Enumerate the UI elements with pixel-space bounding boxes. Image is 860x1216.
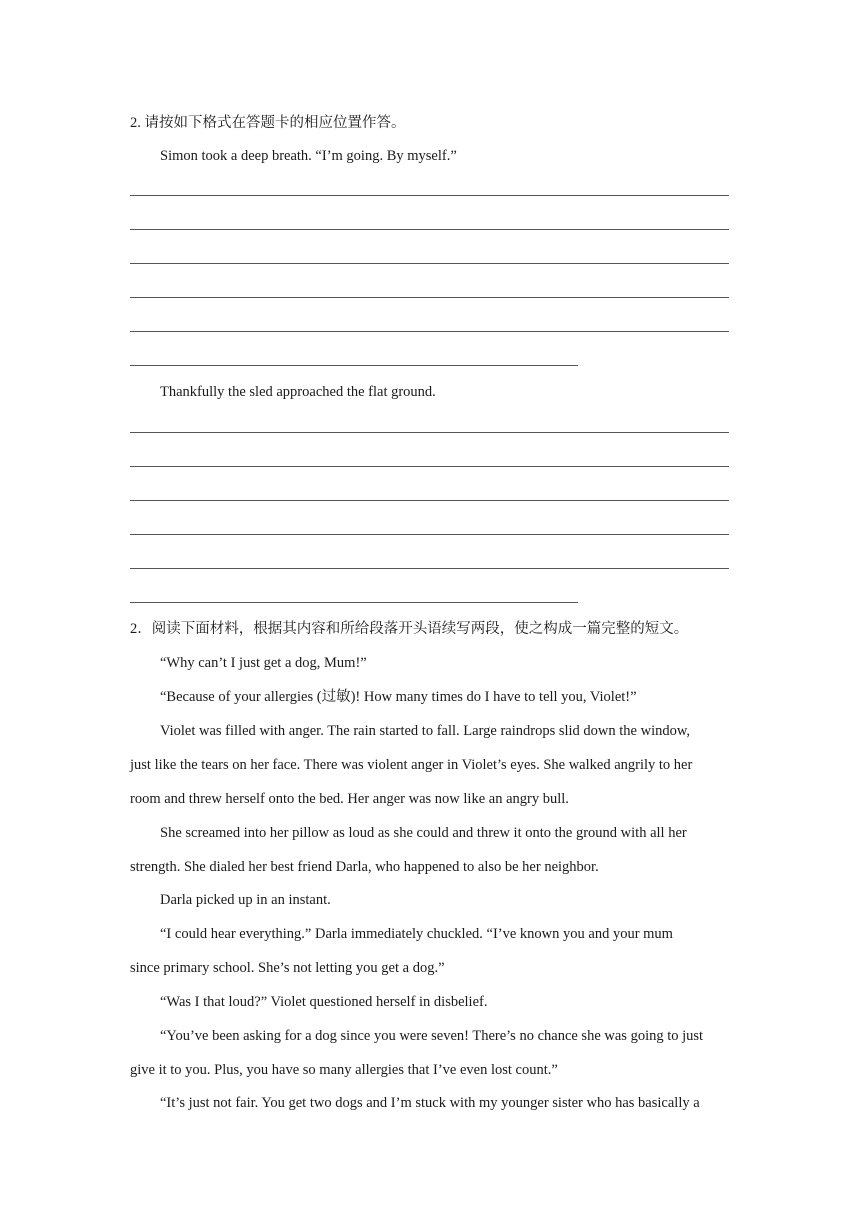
answer-line[interactable]	[130, 331, 729, 332]
answer-line[interactable]	[130, 195, 729, 196]
answer-line[interactable]	[130, 534, 729, 535]
answer-line[interactable]	[130, 229, 729, 230]
story-line: “Why can’t I just get a dog, Mum!”	[160, 655, 367, 671]
question-heading-1: 2. 请按如下格式在答题卡的相应位置作答。	[130, 115, 406, 131]
story-line: “You’ve been asking for a dog since you were seven! There’s no chance she was going to just	[160, 1028, 704, 1044]
answer-line[interactable]	[130, 568, 729, 569]
answer-line[interactable]	[130, 263, 729, 264]
paragraph-prompt-1: Simon took a deep breath. “I’m going. By myself.”	[160, 148, 457, 164]
paragraph-prompt-2: Thankfully the sled approached the flat ground.	[160, 384, 436, 400]
story-line: strength. She dialed her best friend Darla, who happened to also be her neighbor.	[130, 859, 599, 875]
answer-line[interactable]	[130, 602, 578, 603]
story-line: Darla picked up in an instant.	[160, 892, 331, 908]
answer-line[interactable]	[130, 432, 729, 433]
story-line: room and threw herself onto the bed. Her anger was now like an angry bull.	[130, 791, 569, 807]
story-line: “Because of your allergies (过敏)! How many times do I have to tell you, Violet!”	[160, 689, 637, 705]
answer-line[interactable]	[130, 365, 578, 366]
story-line: “Was I that loud?” Violet questioned herself in disbelief.	[160, 994, 488, 1010]
story-line: Violet was filled with anger. The rain started to fall. Large raindrops slid down the window,	[160, 723, 691, 739]
question-heading-2: 2．阅读下面材料，根据其内容和所给段落开头语续写两段，使之构成一篇完整的短文。	[130, 621, 689, 637]
answer-line[interactable]	[130, 466, 729, 467]
story-line: She screamed into her pillow as loud as she could and threw it onto the ground with all her	[160, 825, 687, 841]
story-line: “I could hear everything.” Darla immediately chuckled. “I’ve known you and your mum	[160, 926, 673, 942]
story-line: just like the tears on her face. There was violent anger in Violet’s eyes. She walked angrily to her	[130, 757, 693, 773]
story-line: since primary school. She’s not letting you get a dog.”	[130, 960, 445, 976]
story-line: “It’s just not fair. You get two dogs and I’m stuck with my younger sister who has basically a	[160, 1095, 700, 1111]
story-line: give it to you. Plus, you have so many allergies that I’ve even lost count.”	[130, 1062, 558, 1078]
answer-line[interactable]	[130, 500, 729, 501]
answer-line[interactable]	[130, 297, 729, 298]
